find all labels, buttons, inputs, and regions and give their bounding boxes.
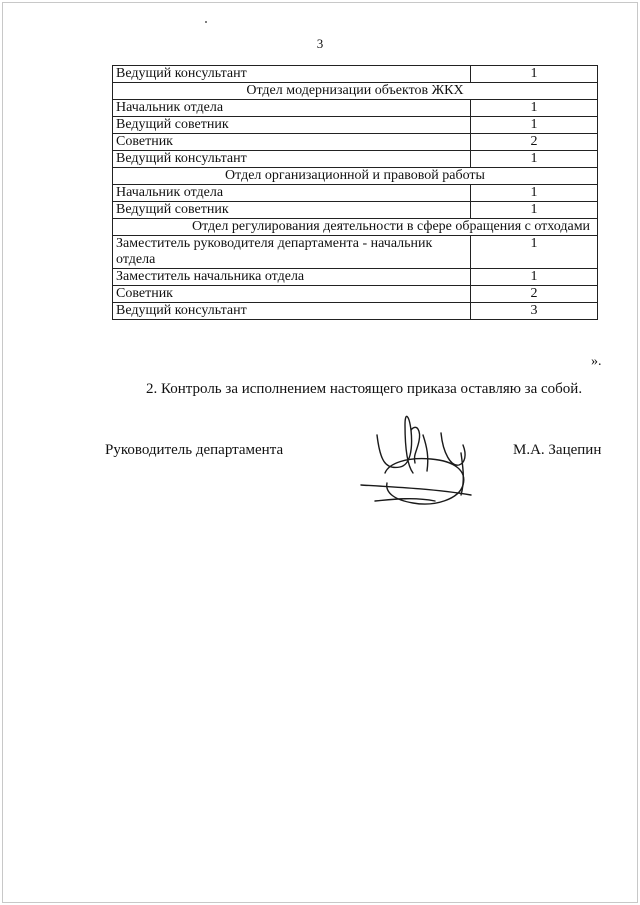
position-name: Ведущий консультант xyxy=(113,303,471,320)
position-name: Ведущий советник xyxy=(113,117,471,134)
department-header-row xyxy=(113,168,598,185)
position-count: 1 xyxy=(471,117,598,134)
department-header-row xyxy=(113,219,598,236)
page-number: 3 xyxy=(316,36,324,51)
handwritten-signature xyxy=(355,405,475,510)
table-row xyxy=(113,100,598,117)
position-count: 1 xyxy=(471,202,598,219)
staff-table-body xyxy=(113,66,598,320)
table-row xyxy=(113,66,598,83)
table-row xyxy=(113,185,598,202)
position-name: Советник xyxy=(113,134,471,151)
position-name: Советник xyxy=(113,286,471,303)
position-count: 2 xyxy=(471,286,598,303)
scan-speck xyxy=(205,21,207,23)
department-name: Отдел организационной и правовой работы xyxy=(113,168,598,185)
department-header-row xyxy=(113,83,598,100)
position-count: 1 xyxy=(471,236,598,269)
table-row xyxy=(113,236,598,269)
department-name: Отдел модернизации объектов ЖКХ xyxy=(113,83,598,100)
table-row xyxy=(113,269,598,286)
position-count: 2 xyxy=(471,134,598,151)
position-name: Начальник отдела xyxy=(113,100,471,117)
signer-title: Руководитель департамента xyxy=(105,442,284,458)
table-row xyxy=(113,286,598,303)
position-count: 1 xyxy=(471,185,598,202)
position-count: 1 xyxy=(471,269,598,286)
signer-name: М.А. Зацепин xyxy=(513,442,602,458)
position-count: 3 xyxy=(471,303,598,320)
table-row xyxy=(113,202,598,219)
position-name: Ведущий консультант xyxy=(113,151,471,168)
position-name: Ведущий советник xyxy=(113,202,471,219)
table-row xyxy=(113,303,598,320)
position-count: 1 xyxy=(471,100,598,117)
control-paragraph: 2. Контроль за исполнением настоящего приказа оставляю за собой. xyxy=(146,381,583,397)
position-name: Заместитель руководителя департамента - начальник отдела xyxy=(113,236,471,269)
table-row xyxy=(113,117,598,134)
position-name: Начальник отдела xyxy=(113,185,471,202)
position-name: Заместитель начальника отдела xyxy=(113,269,471,286)
table-row xyxy=(113,134,598,151)
position-count: 1 xyxy=(471,151,598,168)
staff-table xyxy=(112,65,598,320)
position-count: 1 xyxy=(471,66,598,83)
department-name: Отдел регулирования деятельности в сфере обращения с отходами xyxy=(113,219,598,236)
table-row xyxy=(113,151,598,168)
position-name: Ведущий консультант xyxy=(113,66,471,83)
closing-quote: ». xyxy=(591,354,602,369)
